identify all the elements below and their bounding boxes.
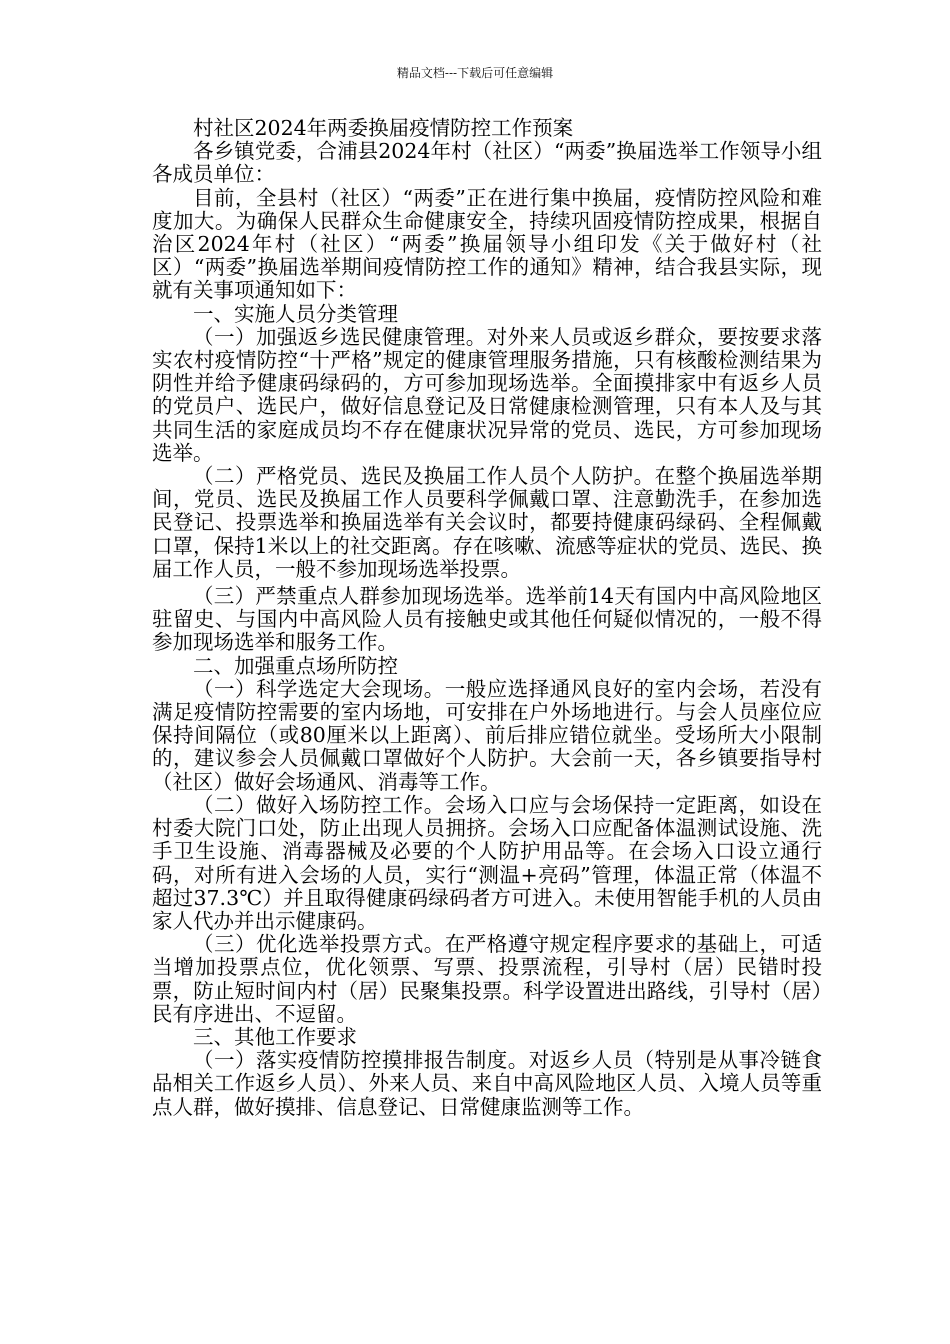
section-heading-3: 三、其他工作要求: [193, 1024, 357, 1049]
document-body: [152, 117, 822, 1119]
section-1-item-2: （二）严格党员、选民及换届工作人员个人防护。在整个换届选举期间，党员、选民及换届工作人员要科学佩戴口罩、注意勤洗手，在参加选民登记、投票选举和换届选举有关会议时，都要持健康码绿码、全程佩戴口罩，保持1米以上的社交距离。存在咳嗽、流感等症状的党员、选民、换届工作人员，一般不参加现场选举投票。: [152, 464, 822, 581]
section-2-item-1: （一）科学选定大会现场。一般应选择通风良好的室内会场，若没有满足疫情防控需要的室内场地，可安排在户外场地进行。与会人员座位应保持间隔位（或80厘米以上距离）、前后排应错位就坐。受场所大小限制的，建议参会人员佩戴口罩做好个人防护。大会前一天，各乡镇要指导村（社区）做好会场通风、消毒等工作。: [152, 676, 822, 794]
section-3-item-1: （一）落实疫情防控摸排报告制度。对返乡人员（特别是从事冷链食品相关工作返乡人员）、外来人员、来自中高风险地区人员、入境人员等重点人群，做好摸排、信息登记、日常健康监测等工作。: [152, 1048, 822, 1119]
section-1-item-1: （一）加强返乡选民健康管理。对外来人员或返乡群众，要按要求落实农村疫情防控“十严格”规定的健康管理服务措施，只有核酸检测结果为阴性并给予健康码绿码的，方可参加现场选举。全面摸排家中有返乡人员的党员户、选民户，做好信息登记及日常健康检测管理，只有本人及与其共同生活的家庭成员均不存在健康状况异常的党员、选民，方可参加现场选举。: [152, 324, 822, 465]
section-2-item-3: （三）优化选举投票方式。在严格遵守规定程序要求的基础上，可适当增加投票点位，优化领票、写票、投票流程，引导村（居）民错时投票，防止短时间内村（居）民聚集投票。科学设置进出路线，引导村（居）民有序进出、不逗留。: [152, 932, 822, 1026]
section-1-item-3: （三）严禁重点人群参加现场选举。选举前14天有国内中高风险地区驻留史、与国内中高风险人员有接触史或其他任何疑似情况的，一般不得参加现场选举和服务工作。: [152, 584, 822, 655]
section-heading-2: 二、加强重点场所防控: [193, 653, 398, 678]
section-heading-1: 一、实施人员分类管理: [193, 301, 398, 326]
page-header: 精品文档---下载后可任意编辑: [396, 66, 554, 80]
section-2-item-2: （二）做好入场防控工作。会场入口应与会场保持一定距离，如设在村委大院门口处，防止出现人员拥挤。会场入口应配备体温测试设施、洗手卫生设施、消毒器械及必要的个人防护用品等。在会场入口设立通行码，对所有进入会场的人员，实行“测温+亮码”管理，体温正常（体温不超过37.3℃）并且取得健康码绿码者方可进入。未使用智能手机的人员由家人代办并出示健康码。: [152, 792, 822, 933]
salutation: 各乡镇党委，合浦县2024年村（社区）“两委”换届选举工作领导小组各成员单位：: [152, 139, 822, 187]
document-title: 村社区2024年两委换届疫情防控工作预案: [193, 116, 574, 140]
intro-paragraph: 目前，全县村（社区）“两委”正在进行集中换届，疫情防控风险和难度加大。为确保人民群众生命健康安全，持续巩固疫情防控成果，根据自治区2024年村（社区）“两委”换届领导小组印发《关于做好村（社区）“两委”换届选举期间疫情防控工作的通知》精神，结合我县实际，现就有关事项通知如下：: [152, 185, 822, 303]
